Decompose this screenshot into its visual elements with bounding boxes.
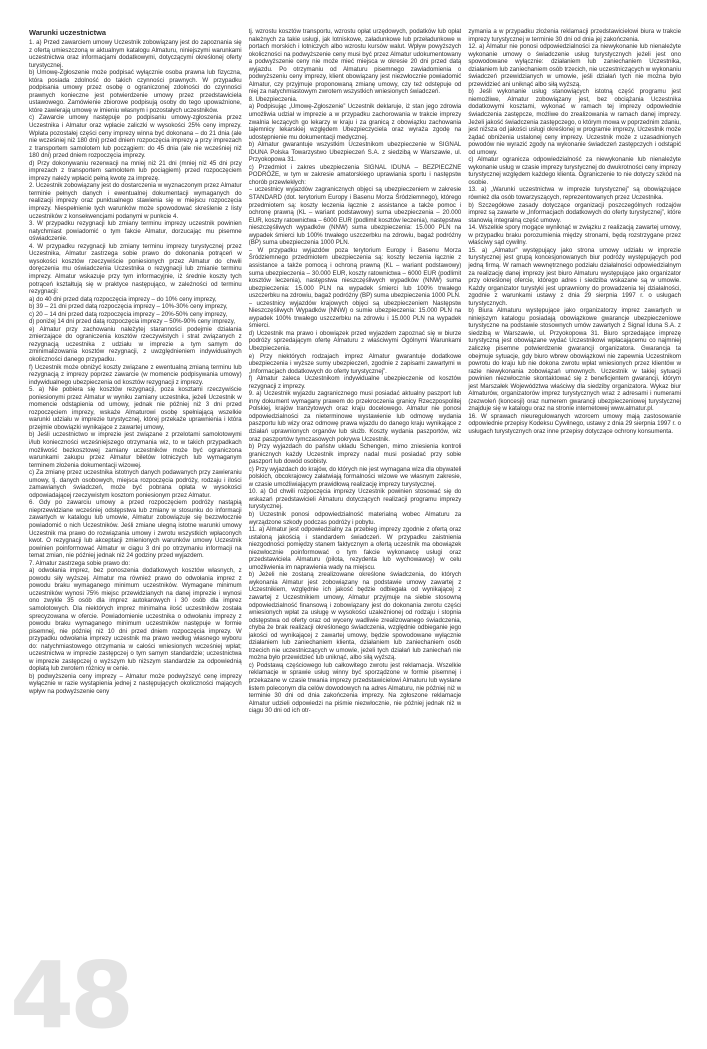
paragraph: d) poniżej 14 dni przed datą rozpoczęcia imprezy – 50%-90% ceny imprezy, <box>29 318 236 326</box>
paragraph: 6. Gdy po zawarciu umowy a przed rozpoczęciem podróży nastąpią nieprzewidziane wcześniej odstępstwa lub zmiany w stosunku do informacji zawartych w katalogu lub umowie, Almatur zobowiązuje się bezzwłocznie powiadomić o nich Uczestników. Jeśli zmiane ulegną istotne warunki umowy Uczestnik ma prawo do rozwiązania umowy i zwrotu wszystkich wpłaconych kwot. O rezygnacji lub akceptacji zmienionych warunków umowy Uczestnik powinien poinformować Almatur w ciągu 3 dni po otrzymaniu informacji na temat zmian, nie później jednak niż 24 godziny przed wyjazdem. <box>29 499 242 560</box>
column-3-text <box>468 28 681 436</box>
paragraph: b) podwyższenia ceny imprezy – Almatur może podwyższyć cenę imprezy wyłącznie w razie wystąpienia jednej z następujących okoliczności mających wpływ na podwyższenie ceny <box>29 672 242 696</box>
paragraph: b) Jeśli uczestnictwo w imprezie jest związane z przelotami samolotowymi i/lub konieczności wcześniejszego otrzymania wiz, to w takich przypadkach możliwość bezkosztowej zamiany uczestników może być ograniczona warunkami zakupu przez Almatur biletów lotniczych lub wymaganym terminem złożenia dokumentacji wizowej. <box>29 431 242 469</box>
paragraph: 5. a) Nie pobiera się kosztów rezygnacji, poza kosztami rzeczywiście poniesionymi przez Almatur w wyniku zamiany uczestnika, jeżeli Uczestnik w momencie odstąpienia od umowy, jednak nie później niż 3 dni przed rozpoczęciem imprezy, wskaże Almaturowi osobę spełniającą wszelkie warunki udziału w imprezie turystycznej, której przekaże uprawnienia i która przejmie obowiązki wynikające z zawartej umowy, <box>29 386 242 431</box>
column-2-text <box>249 28 462 715</box>
paragraph: f) Almatur zaleca Uczestnikom indywidualne ubezpieczenie od kosztów rezygnacji z imprezy. <box>248 375 462 390</box>
paragraph: 16. W sprawach nieuregulowanych wzorcem umowy mają zastosowanie odpowiednie przepisy Kodeksu Cywilnego, ustawy z dnia 29 sierpnia 1997 r. o usługach turystycznych oraz inne przepisy dotyczące ochrony konsumenta. <box>468 412 682 435</box>
paragraph: c) Przy wyjazdach do krajów, do których nie jest wymagana wiza dla obywateli polskich, obcokrajowcy załatwiają formalności wizowe we własnym zakresie, w czasie umożliwiającym prawidłową realizację imprezy turystycznej. <box>248 465 462 488</box>
paragraph: 7. Almatur zastrzega sobie prawo do: <box>29 559 131 567</box>
column-2 <box>249 28 462 1018</box>
paragraph: 11. a) Almatur jest odpowiedzialny za przebieg imprezy zgodnie z ofertą oraz ustaloną jakością i standardem świadczeń. W przypadku zaistnienia niezgodności pomiędzy stanem faktycznym a ofertą uczestnik ma obowiązek niezwłocznie poinformować o tym fakcie wykonawcę usługi oraz przedstawiciela Almaturu (pilota, rezydenta lub wychowawcę) w celu umożliwienia im naprawienia wady na miejscu. <box>248 526 462 571</box>
paragraph: b) Przy wyjazdach do państw układu Schengen, mimo zniesienia kontroli granicznych każdy Uczestnik imprezy nadal musi posiadać przy sobie paszport lub dowód osobisty. <box>248 443 462 466</box>
paragraph: c) 20 – 14 dni przed datą rozpoczęcia imprezy – 20%-50% ceny imprezy, <box>29 310 228 318</box>
paragraph: 8. Ubezpieczenia. <box>248 95 298 103</box>
paragraph: e) Almatur przy zachowaniu należytej staranności podejmie działania zmierzające do ograniczenia kosztów rzeczywistych i strat związanych z rezygnacją uczestnika z udziału w imprezie a tym samym do zminimalizowania kosztów rezygnacji, z uwzględnieniem indywidualnych okoliczności danego przypadku. <box>29 325 242 363</box>
paragraph: 14. Wszelkie spory mogące wyniknąć w związku z realizacją zawartej umowy, w przypadku braku porozumienia między stronami, będą rozstrzygane przez właściwy sąd cywilny. <box>468 224 682 247</box>
paragraph: 1. a) Przed zawarciem umowy Uczestnik zobowiązany jest do zapoznania się z ofertą umieszczoną w aktualnym katalogu Almaturu, niniejszymi warunkami uczestnictwa oraz informacjami dodatkowymi, dotyczącymi określonej oferty turystycznej. <box>29 39 242 69</box>
paragraph: 9. a) Uczestnik wyjazdu zagranicznego musi posiadać aktualny paszport lub inny dokument wymagany prawem do przekroczenia granicy Rzeczpospolitej Polskiej, krajów tranzytowych oraz kraju docelowego. Almatur nie ponosi odpowiedzialności za nieterminowe wystawienie lub odmowę wydania paszportu lub wizy oraz odmowę prawa wjazdu do danego kraju wynikające z działań uprawnionych organów lub służb. Koszty wydania paszportów, wiz oraz paszportów tymczasowych pokrywa Uczestnik. <box>248 390 462 443</box>
paragraph: 4. W przypadku rezygnacji lub zmiany terminu imprezy turystycznej przez Uczestnika, Almatur zastrzega sobie prawo do dokonania potrąceń w wysokości kosztów rzeczywiście poniesionych przez Almatur do chwili doręczenia mu oświadczenia Uczestnika o rezygnacji lub zmianie terminu imprezy. Almatur wskazuje przy tym informacyjnie, iż średnie koszty tych potrąceń kształtują się w praktyce następująco, w zależności od terminu rezygnacji: <box>29 242 242 296</box>
paragraph: – uczestnicy wyjazdów krajowych objęci są ubezpieczeniem Następstw Nieszczęśliwych Wypadków (NNW) o sumie ubezpieczenia: 15.000 PLN na wypadek 100% trwałego uszczerbku na zdrowiu i 15.000 PLN na wypadek śmierci. <box>248 299 462 330</box>
paragraph: a) odwołania imprez, bez ponoszenia dodatkowych kosztów własnych, z powodu siły wyższej. Almatur ma również prawo do odwołania imprez z powodu braku wymaganego minimum uczestników. Wymagane minimum uczestników wynosi 75% miejsc przewidzianych na danej imprezie i wynosi ono zwykle 35 osób dla imprez autokarowych i 30 osób dla imprez samolotowych. Dla niektórych imprez minimalna ilość uczestników została sprecyzowana w ofercie. Powiadomienie uczestnika o odwołaniu imprezy z powodu braku wymaganego minimum uczestników następuje w formie pisemnej, nie później niż 10 dni przed dniem rozpoczęcia imprezy. W przypadku odwołania imprezy uczestnik ma prawo według własnego wyboru do: natychmiastowego otrzymania w całości wniesionych wcześniej wpłat; uczestnictwa w imprezie zastępczej o tym samym standardzie; uczestnictwa w imprezie zastępczej o wyższym lub niższym standardzie za odpowiednią dopłatą lub zwrotem różnicy w cenie. <box>29 567 242 673</box>
paragraph: – W przypadku wyjazdów poza terytorium Europy i Basenu Morza Śródziemnego przedmiotem ubezpieczenia są: koszty leczenia łącznie z assistance a także pomocą i ochroną prawną (KL – wariant podstawowy) suma ubezpieczenia – 30.000 EUR, koszty ratownictwa – 6000 EUR (podlimit kosztów leczenia), następstwa nieszczęśliwych wypadków (NNW) suma ubezpieczenia: 15.000 PLN na wypadek śmierci lub 100% trwałego uszczerbku na zdrowiu, bagaż podróżny (BP) suma ubezpieczenia 1000 PLN. <box>248 246 462 300</box>
page-number: 48 <box>10 942 131 1049</box>
paragraph: b) Biura Almaturu występujące jako organizatorzy imprez zawartych w niniejszym katalogu posiadają obowiązkowe gwarancje ubezpieczeniowe turystyczne na podstawie stosownych umów zawartych z Signal Iduna S.A. z siedzibą w Warszawie, ul. Przyokopowa 31. Biuro sprzedające imprezę turystyczną jest obowiązane wydać Uczestnikowi wpłacającemu co najmniej zaliczkę pisemne potwierdzenie gwarancji organizatora. Gwarancja ta obejmuje sytuacje, gdy biuro wbrew obowiązkowi nie zapewnia Uczestnikom powrotu do kraju lub nie dokona zwrotu wpłat wniesionych przez klientów w razie niewykonania zobowiązań umownych. Uczestnik w takiej sytuacji powinien niezwłocznie skontaktować się z beneficjentem gwarancji, którym jest Marszałek Województwa właściwy dla siedziby organizatora. Wykaz biur Almaturów, organizatorów imprez turystycznych wraz z adresami i numerami (zezwoleń (koncesji) oraz numerem gwarancji ubezpieczeniowej turystycznej znajduje się w katalogu oraz na stronie internetowej www.almatur.pl. <box>468 307 682 413</box>
paragraph: tj. wzrostu kosztów transportu, wzrostu opłat urzędowych, podatków lub opłat należnych za takie usługi, jak lotniskowe, załadunkowe lub przeładunkowe w portach morskich i lotniczych albo wzrostu kursów walut. Wpływ powyższych okoliczności na podwyższenie ceny musi być przez Almatur udokumentowany a podwyższenie ceny nie może mieć miejsca w okresie 20 dni przed datą wyjazdu. Po otrzymaniu od Almaturu pisemnego zawiadomienia o podwyższeniu ceny imprezy, klient obowiązany jest niezwłocznie powiadomić Almatur, czy przyjmuje proponowaną zmianę umowy, czy też odstępuje od niej za natychmiastowym zwrotem wszystkich wniesionych świadczeń. <box>248 28 462 96</box>
paragraph: b) Uczestnik ponosi odpowiedzialność materialną wobec Almaturu za wyrządzone szkody podczas podróży i pobytu. <box>248 511 462 526</box>
paragraph: 10. a) Od chwili rozpoczęcia imprezy Uczestnik powinien stosować się do wskazań przedstawicieli Almaturu dotyczących realizacji programu imprezy turystycznej. <box>248 488 462 511</box>
column-1-text <box>29 39 242 696</box>
paragraph: b) Szczegółowe zasady dotyczące organizacji poszczególnych rodzajów imprez są zawarte w „Informacjach dodatkowych do oferty turystycznej”, które stanowią integralną część umowy. <box>468 201 682 224</box>
paragraph: 15. a) „Almatur” występujący jako strona umowy udziału w imprezie turystycznej jest grupą koncesjonowanych biur podróży występujących pod jedną firmą. W ramach wewnętrznego podziału działalności odpowiedzialnym za realizację danej imprezy jest biuro Almaturu występujące jako organizator przy określonej ofercie, którego adres i siedziba wskazane są w umowie. Każdy organizator turystyki jest uprawniony do prowadzenia tej działalności, zgodnie z warunkami ustawy z dnia 29 sierpnia 1997 r. o usługach turystycznych. <box>468 246 682 307</box>
paragraph: c) Zawarcie umowy następuje po podpisaniu umowy-zgłoszenia przez Uczestnika i Almatur oraz wpłacie zaliczki w wysokości 25% ceny imprezy. Wpłata pozostałej części ceny imprezy winna być dokonana – do 21 dnia (ale nie wcześniej niż 180 dni) przed dniem rozpoczęcia imprezy a przy imprezach z transportem samolotem lub począgiem: do 45 dnia (ale nie wcześniej niż 180 dni) przed dniem rozpoczęcia imprezy. <box>29 114 242 160</box>
paragraph: f) Uczestnik może obniżyć koszty związane z ewentualną zmianą terminu lub rezygnacją z imprezy poprzez zawarcie (w momencie podpisywania umowy) indywidualnego ubezpieczenia od kosztów rezygnacji z imprezy. <box>29 363 242 386</box>
paragraph: b) 39 – 21 dni przed datą rozpoczęcia imprezy – 10%-30% ceny imprezy, <box>29 303 228 311</box>
paragraph: 3. W przypadku rezygnacji lub zmiany terminu imprezy uczestnik powinien natychmiast powiadomić o tym fakcie Almatur, dorzucając mu pisemne oświadczenie. <box>29 220 242 243</box>
paragraph: b) Jeśli wykonanie usług stanowiących istotną część programu jest niemożliwe, Almatur zobowiązany jest, bez obciążania Uczestnika dodatkowymi kosztami, wykonać w ramach tej imprezy odpowiednie świadczenia zastępcze, możliwe do zrealizowania w ramach danej imprezy. Jeżeli jakość świadczenia zastępczego, o którym mowa w poprzednim zdaniu, jest niższa od jakości usługi określonej w programie imprezy, Uczestnik może żądać obniżenia ustalonej ceny imprezy. Uczestnik może z uzasadnionych powodów nie wyrazić zgody na wykonanie świadczeń zastępczych i odstąpić od umowy. <box>468 88 682 156</box>
column-1 <box>29 28 242 1018</box>
paragraph: b) Umowę-Zgłoszenie może podpisać wyłącznie osoba prawna lub fizyczna, która posiada zdolność do takich czynności prawnych. W przypadku podpisania umowy przez osobę o ograniczonej zdolności do czynności prawnych konieczne jest potwierdzenie umowy przez przedstawiciela ustawowego. Zamówienie zbiorowe podpisują osoby do tego upoważnione, które zawierają umowę w imieniu własnym i pozostałych uczestników. <box>29 69 242 114</box>
paragraph: a) Podpisując „Umowę-Zgłoszenie” Uczestnik deklaruje, iż stan jego zdrowia umożliwia udział w imprezie a w przypadku zachorowania w trakcie imprezy zwalnia leczących go lekarzy w kraju i za granicą z obowiązku zachowania tajemnicy lekarskiej względem Ubezpieczyciela oraz wyraża zgodę na udostępnienie mu dokumentacji medycznej. <box>248 103 462 141</box>
paragraph: d) Uczestnik ma prawo i obowiązek przed wyjazdem zapoznać się w biurze podróży sprzedającym ofertę Almaturu z właściwymi Ogólnymi Warunkami Ubezpieczenia. <box>248 329 462 352</box>
paragraph: c) Za zmianę przez uczestnika istotnych danych podawanych przy zawieraniu umowy, tj. danych osobowych, miejsca rozpoczęcia podróży, rodzaju i ilości zamawianych świadczeń, może być pobrana opłata w wysokości odpowiadającej rzeczywistym kosztom poniesionym przez Almatur. <box>29 469 242 499</box>
paragraph: b) Jeżeli nie zostaną zrealizowane określone świadczenia, do których wykonania Almatur jest zobowiązany na podstawie umowy zawartej z Uczestnikiem, względnie ich jakość będzie odbiegała od wynikającej z zawartej z Uczestnikiem umowy, Almatur przyjmuje na siebie stosowną odpowiedzialność finansową i zobowiązany jest do dokonania zwrotu części wniesionych wpłat za usługę w wysokości uzależnionej od rodzaju i stopnia odstępstwa od oferty oraz od wyceny wadliwie zrealizowanego świadczenia, chyba że brak realizacji określonego świadczenia, względnie odbieganie jego jakości od wynikającej z zawartej umowy, będzie spowodowane wyłącznie działaniem lub zaniechaniem klienta, działaniem lub zaniechaniem osób trzecich nie uczestniczących w umowie, jeżeli tych działań lub zaniechań nie można było przewidzieć lub uniknąć, albo siłą wyższą. <box>248 571 462 662</box>
paragraph: zymania a w przypadku złożenia reklamacji przedstawicielowi biura w trakcie imprezy turystycznej w terminie 30 dni od dnia jej zakończenia. <box>468 28 682 43</box>
terms-columns <box>29 28 681 1018</box>
paragraph: c) Podstawą częściowego lub całkowitego zwrotu jest reklamacja. Wszelkie reklamacje w sprawie usług winny być sporządzone w formie pisemnej i przekazane w czasie trwania imprezy przedstawicielowi Almaturu lub wysłane listem poleconym dla celów dowodowych na adres Almaturu, nie później niż w terminie 30 dni od dnia zakończenia imprezy. Na zgłoszone reklamacje Almatur udzieli odpowiedzi na piśmie niezwłocznie, nie później jednak niż w ciągu 30 dni od ich otr- <box>248 661 462 715</box>
paragraph: 12. a) Almatur nie ponosi odpowiedzialności za niewykonanie lub nienależyte wykonanie umowy o świadczenie usług turystycznych jeżeli jest ono spowodowane wyłącznie: działaniem lub zaniechaniem Uczestnika, działaniem lub zaniechaniem osób trzecich, nie uczestniczących w wykonaniu świadczeń przewidzianych w umowie, jeśli działań tych nie można było przewidzieć ani uniknąć albo siłą wyższą. <box>468 43 682 88</box>
paragraph: c) Przedmiot i zakres ubezpieczenia SIGNAL IDUNA – BEZPIECZNE PODRÓŻE, w tym w zakresie amatorskiego uprawiania sportu i następstw chorób przewlekłych: <box>248 163 462 186</box>
column-3 <box>468 28 681 1018</box>
paragraph: b) Almatur gwarantuje wszystkim Uczestnikom ubezpieczenie w SIGNAL IDUNA Polska Towarzystwo Ubezpieczeń S.A. z siedzibą w Warszawie, ul. Przyokopowa 31. <box>248 141 462 164</box>
page-title: Warunki uczestnictwa <box>29 28 106 37</box>
paragraph: a) do 40 dni przed datą rozpoczęcia imprezy – do 10% ceny imprezy, <box>29 295 217 303</box>
paragraph: d) Przy dokonywaniu rezerwacji na mniej niż 21 dni (mniej niż 45 dni przy imprezach z transportem samolotem lub pociągiem) przed rozpoczęciem imprezy należy wpłacić pełną kwotę za imprezę. <box>29 159 242 182</box>
paragraph: 13. a) „Warunki uczestnictwa w imprezie turystycznej” są obowiązujące również dla osób towarzyszących, reprezentowanych przez Uczestnika. <box>468 186 682 202</box>
paragraph: e) Przy niektórych rodzajach imprez Almatur gwarantuje dodatkowe ubezpieczenia i wyższe sumy ubezpieczeń, zgodnie z zapisami zawartymi w „Informacjach dodatkowych do oferty turystycznej”. <box>248 352 462 375</box>
paragraph: 2. Uczestnik zobowiązany jest do dostarczenia w wyznaczonym przez Almatur terminie pełnych danych i ewentualnej dokumentacji wymaganych do realizacji imprezy oraz punktualnego stawienia się w miejscu rozpoczęcia imprezy. Niespełnienie tych warunków może spowodować skreślenie z listy uczestników z konsekwencjami podanymi w punkcie 4. <box>29 182 242 220</box>
paragraph: c) Almatur ogranicza odpowiedzialność za niewykonanie lub nienależyte wykonanie usług w czasie imprezy turystycznej do dwukrotności ceny imprezy turystycznej względem każdego klienta. Ograniczenie to nie dotyczy szkód na osobie. <box>468 156 682 186</box>
paragraph: – uczestnicy wyjazdów zagranicznych objęci są ubezpieczeniem w zakresie STANDARD (dot. terytorium Europy i Basenu Morza Śródziemnego), którego przedmiotem są: koszty leczenia łącznie z assistance a także pomoc i ochronę prawną (KL – wariant podstawowy) suma ubezpieczenia – 20.000 EUR, koszty ratownictwa – 6000 EUR (podlimit kosztów leczenia), następstwa nieszczęśliwych wypadków (NNW) suma ubezpieczenia: 15.000 PLN na wypadek śmierci lub 100% trwałego uszczerbku na zdrowiu, bagaż podróżny (BP) suma ubezpieczenia 1000 PLN. <box>248 186 462 247</box>
